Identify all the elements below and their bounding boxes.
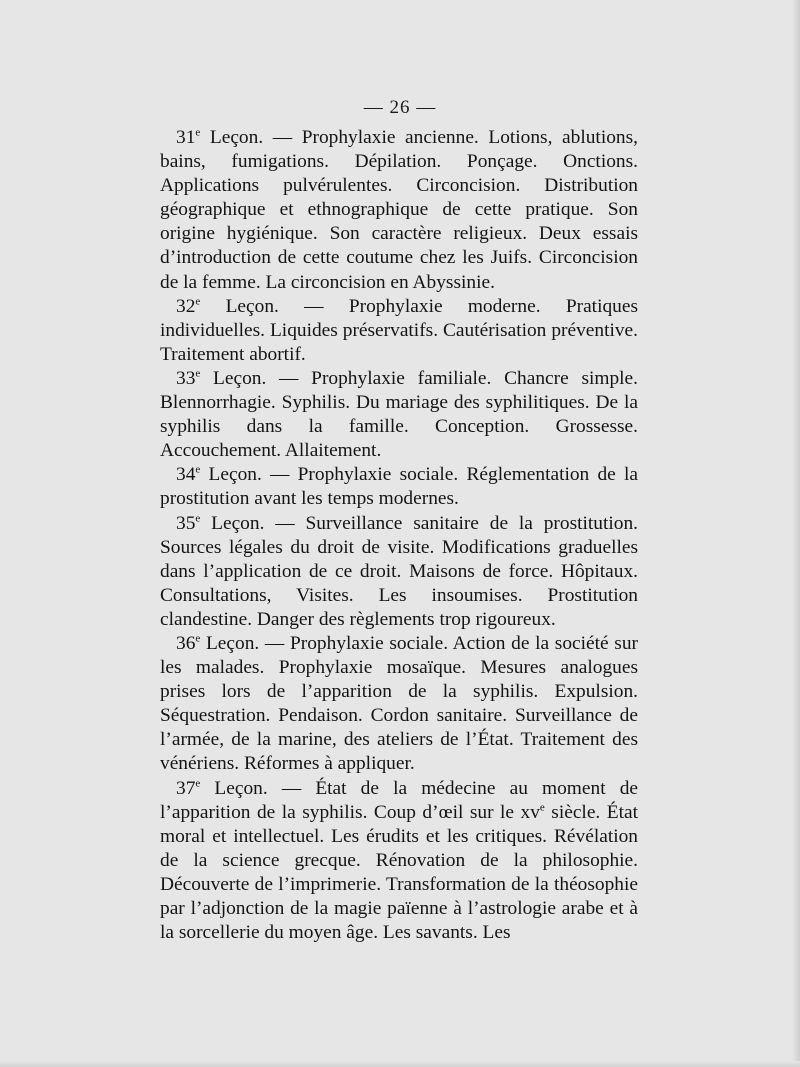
ordinal-suffix: e — [195, 295, 201, 308]
paragraph-text: Leçon. — Prophylaxie moderne. Pratiques individuelles. Liquides préservatifs. Cautérisation préventive. Traitement abortif. — [160, 295, 638, 365]
paragraph-lecon-34 — [160, 463, 638, 511]
lecon-number: 36 — [176, 632, 196, 654]
lecon-number: 31 — [176, 127, 196, 148]
paragraph-text: Leçon. — Prophylaxie sociale. Action de la société sur les malades. Prophylaxie mosaïque. Mesures analogues prises lors de l’apparition de la syphilis. Expulsion. Séquestration. Pendaison. Cordon sanitaire. Surveillance de l’armée, de la marine, des ateliers de l’État. Traitement des vénériens. Réformes à appliquer. — [160, 632, 638, 775]
body-text — [160, 126, 638, 945]
ordinal-suffix: e — [195, 512, 201, 525]
paragraph-lecon-37 — [160, 777, 638, 946]
page-edge-bottom — [0, 1061, 800, 1067]
paragraph-lecon-32 — [160, 295, 638, 367]
paragraph-lecon-36 — [160, 632, 638, 777]
century-suffix: e — [539, 801, 545, 814]
lecon-number: 33 — [176, 367, 196, 389]
paragraph-text: Leçon. — Prophylaxie familiale. Chancre simple. Blennorrhagie. Syphilis. Du mariage des syphilitiques. De la syphilis dans la famille. Conception. Grossesse. Accouchement. Allaitement. — [160, 367, 638, 462]
paragraph-text-continued: siècle. État moral et intellectuel. Les érudits et les critiques. Révélation de la science grecque. Rénovation de la philosophie. Découverte de l’imprimerie. Transformation de la théosophie par l’adjonction de la magie païenne à l’astrologie arabe et à la sorcellerie du moyen âge. Les savants. Les — [160, 801, 638, 944]
lecon-number: 32 — [176, 295, 196, 317]
lecon-number: 34 — [176, 464, 196, 486]
paragraph-text: Leçon. — Prophylaxie sociale. Réglementation de la prostitution avant les temps modernes. — [160, 464, 638, 510]
ordinal-suffix: e — [195, 367, 201, 380]
paragraph-text: Leçon. — Prophylaxie ancienne. Lotions, ablutions, bains, fumigations. Dépilation. Ponçage. Onctions. Applications pulvérulentes. Circoncision. Distribution géographique et ethnographique de cette pratique. Son origine hygiénique. Son caractère religieux. Deux essais d’introduction de cette coutume chez les Juifs. Circoncision de la femme. La circoncision en Abyssinie. — [160, 127, 638, 293]
lecon-number: 37 — [176, 777, 196, 799]
paragraph-lecon-31 — [160, 126, 638, 295]
ordinal-suffix: e — [195, 777, 201, 790]
ordinal-suffix: e — [195, 126, 201, 139]
ordinal-suffix: e — [195, 463, 201, 476]
page-number: — 26 — — [363, 97, 437, 118]
paragraph-text: Leçon. — Surveillance sanitaire de la prostitution. Sources légales du droit de visite. Modifications graduelles dans l’application de ce droit. Maisons de force. Hôpitaux. Consultations, Visites. Les insoumises. Prostitution clandestine. Danger des règlements trop rigoureux. — [160, 512, 638, 630]
paragraph-lecon-35 — [160, 512, 638, 632]
page-edge-right — [792, 0, 800, 1067]
lecon-number: 35 — [176, 512, 196, 534]
ordinal-suffix: e — [195, 632, 201, 645]
paragraph-lecon-33 — [160, 367, 638, 463]
paragraph-text: Leçon. — État de la médecine au moment de l’apparition de la syphilis. Coup d’œil sur le xv — [160, 777, 638, 823]
